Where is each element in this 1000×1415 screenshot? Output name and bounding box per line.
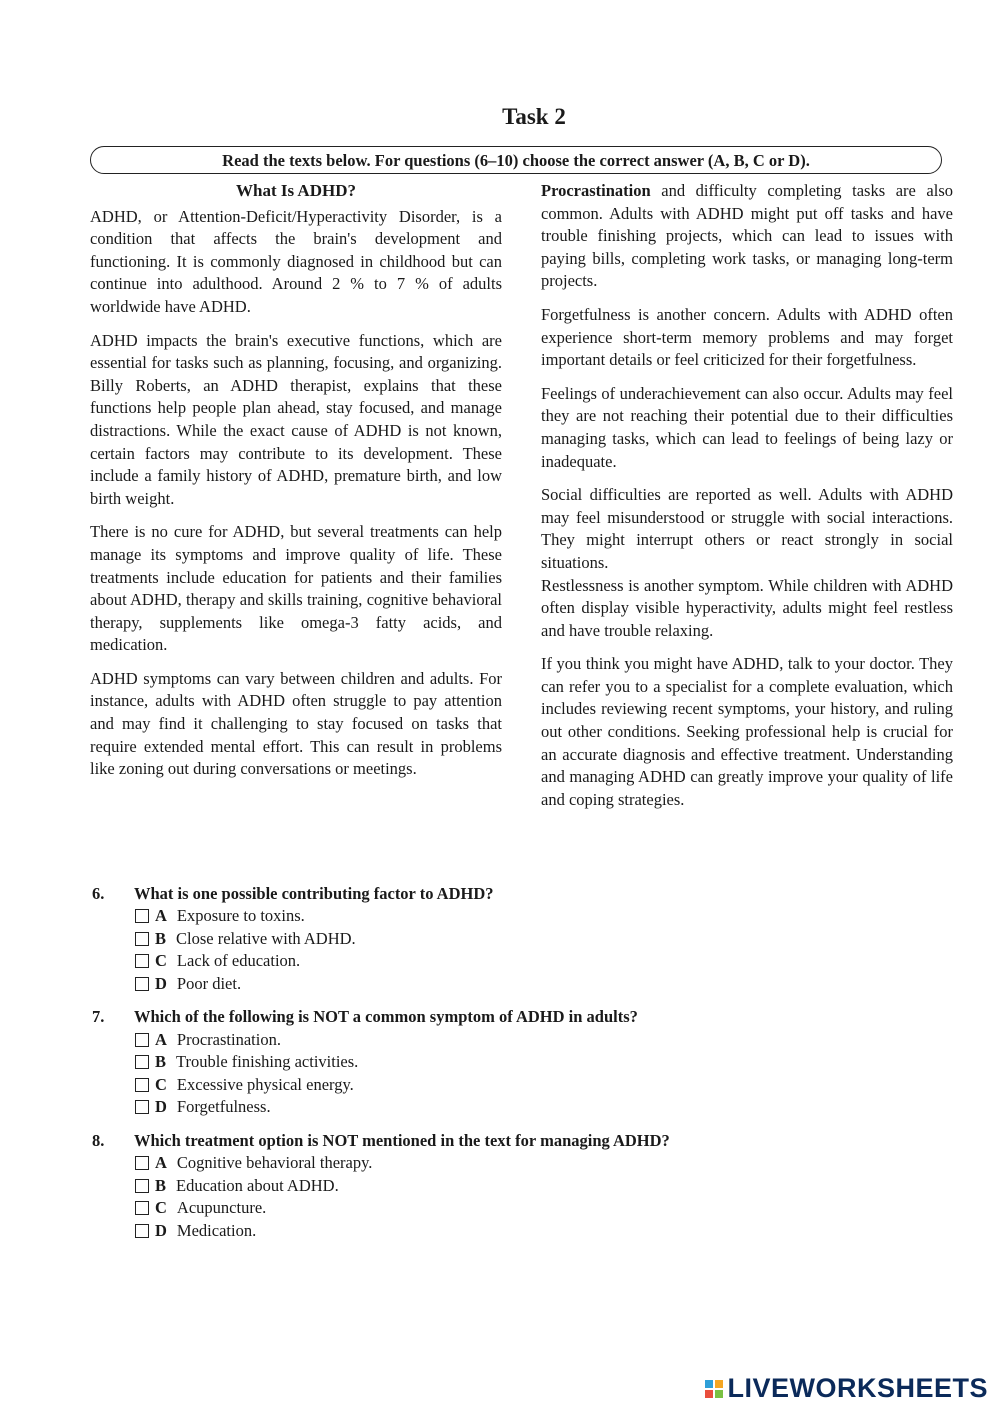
- option-letter: A: [155, 1029, 167, 1049]
- option-letter: C: [155, 1074, 167, 1094]
- option-text: Lack of education.: [176, 951, 301, 971]
- option-letter: B: [155, 1052, 167, 1072]
- option-text: Trouble finishing activities.: [176, 1052, 359, 1072]
- answer-option-b[interactable]: [135, 1174, 952, 1197]
- logo-text: LIVEWORKSHEETS: [727, 1373, 988, 1403]
- option-text: Procrastination.: [176, 1029, 281, 1049]
- option-text: Exposure to toxins.: [176, 906, 305, 926]
- article-paragraph: There is no cure for ADHD, but several treatments can help manage its symptoms and improve quality of life. These treatments include education for patients and their families about ADHD, therapy and skills training, cognitive behavioral therapy, supplements like omega-3 fatty acids, and medication.: [90, 522, 502, 655]
- article-paragraph: [541, 180, 953, 293]
- article-paragraph: ADHD impacts the brain's executive functions, which are essential for tasks such as planning, focusing, and organizing. Billy Roberts, an ADHD therapist, explains that these functions help people plan ahead, stay focused, and manage distractions. While the exact cause of ADHD is not known, certain factors may contribute to its development. These include a family history of ADHD, premature birth, and low birth weight.: [90, 330, 502, 508]
- logo-mark-icon: [705, 1380, 723, 1398]
- checkbox[interactable]: [135, 954, 149, 968]
- question-text: What is one possible contributing factor to ADHD?: [134, 884, 494, 903]
- answer-option-b[interactable]: [135, 1051, 952, 1074]
- article-paragraph: Feelings of underachievement can also occur. Adults may feel they are not reaching their potential due to their difficulties managing tasks, which can lead to feelings of being lazy or inadequate.: [541, 383, 953, 471]
- option-letter: B: [155, 1175, 167, 1195]
- answer-option-d[interactable]: [135, 973, 952, 996]
- question-text: Which of the following is NOT a common symptom of ADHD in adults?: [134, 1007, 638, 1027]
- question-number: 6.: [92, 884, 105, 903]
- answer-option-a[interactable]: [135, 1152, 952, 1175]
- answer-options: [135, 1152, 952, 1242]
- answer-option-c[interactable]: [135, 1074, 952, 1097]
- option-letter: A: [155, 1153, 167, 1173]
- checkbox[interactable]: [135, 932, 149, 946]
- checkbox[interactable]: [135, 1156, 149, 1170]
- article-paragraph: Forgetfulness is another concern. Adults with ADHD often experience short-term memory problems and may forget important details or feel criticized for their forgetfulness.: [541, 304, 953, 370]
- option-text: Cognitive behavioral therapy.: [176, 1153, 373, 1173]
- option-text: Medication.: [176, 1220, 257, 1240]
- article-paragraph: ADHD, or Attention-Deficit/Hyperactivity Disorder, is a condition that affects the brain's development and functioning. It is commonly diagnosed in childhood but can continue into adulthood. Around 2 % to 7 % of adults worldwide have ADHD.: [90, 206, 502, 316]
- checkbox[interactable]: [135, 1033, 149, 1047]
- checkbox[interactable]: [135, 977, 149, 991]
- question: [92, 1005, 952, 1118]
- question-text: Which treatment option is NOT mentioned in the text for managing ADHD?: [134, 1130, 670, 1150]
- option-text: Forgetfulness.: [176, 1097, 271, 1117]
- question: [92, 882, 952, 995]
- answer-option-b[interactable]: [135, 928, 952, 951]
- option-letter: D: [155, 1097, 167, 1117]
- task-title: Task 2: [502, 104, 566, 129]
- answer-option-c[interactable]: [135, 1197, 952, 1220]
- answer-options: [135, 1028, 952, 1118]
- logo-square: [715, 1390, 723, 1398]
- article-paragraph: Restlessness is another symptom. While children with ADHD often display visible hyperactivity, adults might feel restless and have trouble relaxing.: [541, 575, 953, 640]
- bold-term: Procrastination: [541, 181, 651, 200]
- checkbox[interactable]: [135, 1078, 149, 1092]
- answer-option-a[interactable]: [135, 905, 952, 928]
- option-letter: A: [155, 906, 167, 926]
- question-number: 8.: [92, 1130, 105, 1150]
- instructions-banner: Read the texts below. For questions (6–10) choose the correct answer (A, B, C or D).: [90, 146, 942, 174]
- checkbox[interactable]: [135, 1224, 149, 1238]
- question-stem: [92, 882, 952, 905]
- logo-square: [715, 1380, 723, 1388]
- answer-option-d[interactable]: [135, 1220, 952, 1243]
- answer-option-d[interactable]: [135, 1096, 952, 1119]
- option-text: Excessive physical energy.: [176, 1074, 354, 1094]
- checkbox[interactable]: [135, 909, 149, 923]
- option-letter: C: [155, 1198, 167, 1218]
- question-stem: [92, 1129, 952, 1152]
- article-left-column: [90, 180, 502, 792]
- answer-option-c[interactable]: [135, 950, 952, 973]
- option-text: Close relative with ADHD.: [176, 928, 356, 948]
- logo-square: [705, 1380, 713, 1388]
- option-text: Education about ADHD.: [176, 1175, 339, 1195]
- checkbox[interactable]: [135, 1100, 149, 1114]
- article-paragraph: ADHD symptoms can vary between children and adults. For instance, adults with ADHD often struggle to pay attention and may find it challenging to stay focused on tasks that require extended mental effort. This can result in problems like zoning out during conversations or meetings.: [90, 668, 502, 779]
- question: [92, 1129, 952, 1242]
- option-letter: C: [155, 951, 167, 971]
- checkbox[interactable]: [135, 1201, 149, 1215]
- article-right-column: [541, 180, 953, 822]
- article-paragraph: If you think you might have ADHD, talk to your doctor. They can refer you to a specialist for a complete evaluation, which includes reviewing recent symptoms, your history, and ruling out other conditions. Seeking professional help is crucial for an accurate diagnosis and effective treatment. Understanding and managing ADHD can greatly improve your quality of life and coping strategies.: [541, 654, 953, 809]
- checkbox[interactable]: [135, 1055, 149, 1069]
- question-number: 7.: [92, 1007, 105, 1027]
- option-letter: D: [155, 1220, 167, 1240]
- option-text: Acupuncture.: [176, 1198, 267, 1218]
- option-letter: D: [155, 974, 167, 994]
- logo-square: [705, 1390, 713, 1398]
- liveworksheets-logo[interactable]: [705, 1373, 988, 1404]
- answer-options: [135, 905, 952, 995]
- questions-section: [92, 882, 952, 1252]
- article-title: What Is ADHD?: [236, 181, 356, 200]
- question-stem: [92, 1005, 952, 1028]
- checkbox[interactable]: [135, 1179, 149, 1193]
- option-text: Poor diet.: [176, 974, 242, 994]
- option-letter: B: [155, 928, 167, 948]
- paragraph-text: and difficulty completing tasks are also common. Adults with ADHD might put off tasks and have trouble finishing projects, which can lead to issues with paying bills, completing work tasks, or managing long-term projects.: [541, 181, 953, 291]
- answer-option-a[interactable]: [135, 1028, 952, 1051]
- article-paragraph: Social difficulties are reported as well. Adults with ADHD may feel misunderstood or struggle with social interactions. They might interrupt others or react strongly in social situations.: [541, 485, 953, 572]
